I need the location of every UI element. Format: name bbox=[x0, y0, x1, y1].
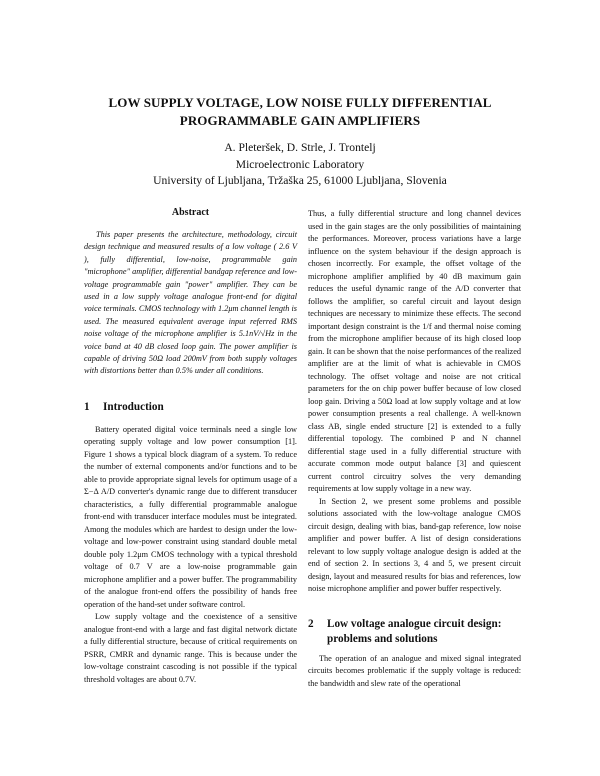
section-title: Low voltage analogue circuit design: problems and solutions bbox=[327, 617, 502, 645]
paper-title bbox=[60, 94, 540, 130]
abstract-heading: Abstract bbox=[171, 207, 210, 218]
section-title: Introduction bbox=[103, 400, 164, 413]
section-heading bbox=[84, 400, 297, 415]
author-block bbox=[40, 140, 560, 190]
paragraph: Battery operated digital voice terminals need a single low operating supply voltage and low power consumption [1]. Figure 1 shows a typical block diagram of a system. To reduce the number of external components and/or functions and to be able to provide appropriate signal levels for optimum usage of a Σ−Δ A/D converter's dynamic range due to different transducer characteristics, a fully differential programmable analogue front-end with transducer interface modules must be integrated. Among the modules which are hardest to design under the low-voltage and low-power constraint using standard double metal double poly 1.2μm CMOS technology with a typical threshold voltage of 0.7 V are a low-noise programmable gain microphone amplifier and a power buffer. The programmability of the analogue front-end offers the possibility of hands free operation of the hand-set under software control. bbox=[84, 424, 297, 609]
section-introduction bbox=[84, 400, 297, 687]
author-names: A. Pleteršek, D. Strle, J. Trontelj bbox=[224, 141, 376, 154]
abstract-text: This paper presents the architecture, methodology, circuit design technique and measured results of a low voltage ( 2.6 V ), fully differential, low-noise, programmable gain "microphone" amplifier, differential bandgap reference and low-voltage programmable gain "power" amplifier. They can be used in a low supply voltage analogue front-end for digital voice terminals. CMOS technology with 1.2μm channel length is used. The measured equivalent average input referred RMS noise voltage of the microphone amplifier is 5.1nV/√Hz in the voice band at 40 dB closed loop gain. The power amplifier is capable of driving 50Ω load 200mV from both supply voltages with distortions better than 0.5% under all conditions. bbox=[84, 230, 297, 376]
section-low-voltage-design bbox=[308, 617, 521, 691]
paragraph: In Section 2, we present some problems and possible solutions associated with the low-voltage analogue CMOS circuit design, dealing with bias, band-gap reference, low noise amplifier and power buffer. A list of design considerations relevant to low supply voltage analogue design is added at the end of section 2. In sections 3, 4 and 5, we present circuit design, layout and measured results for bias and references, low noise microphone amplifier and power buffer respectively. bbox=[308, 496, 521, 593]
paragraph: The operation of an analogue and mixed signal integrated circuits becomes problematic if the supply voltage is reduced: the bandwidth and slew rate of the operational bbox=[308, 653, 521, 688]
right-column bbox=[308, 208, 521, 690]
paragraph: Thus, a fully differential structure and long channel devices used in the gain stages are the only possibilities of maintaining the performances. Moreover, process variations have a large influence on the system behaviour if the design approach is chosen incorrectly. For example, the offset voltage of the microphone amplifier amplified by 40 dB maximum gain reduces the useful dynamic range of the A/D converter that follows the amplifier, so careful circuit and layout design techniques are necessary to minimize these effects. The second important design constraint is the 1/f and thermal noise coming from the microphone amplifier because of its high closed loop gain. It can be shown that the noise performances of the realized amplifier are at the limit of what is achievable in CMOS technology. The offset voltage and noise are not critical parameters for the on chip power buffer because of low closed loop gain. Driving a 50Ω load at low supply voltage and at low power consumption presents a real challenge. A well-known class AB, single ended structure [2] is extended to a fully differential topology. The combined P and N channel differential stage used in a fully differential structure with accurate common mode output balance [3] and quiescent current control circuitry solves the very demanding requirements at low supply voltage in a new way. bbox=[308, 209, 521, 493]
section-number: 1 bbox=[84, 400, 90, 413]
author-affiliation: University of Ljubljana, Tržaška 25, 61000 Ljubljana, Slovenia bbox=[153, 174, 447, 187]
paragraph: Low supply voltage and the coexistence of a sensitive analogue front-end with a large and fast digital network dictate a fully differential structure, because of critical requirements on PSRR, CMRR and dynamic range. This is because under the low-voltage constraint cascoding is not possible if the typical threshold voltages are about 0.7V. bbox=[84, 612, 297, 684]
title-line-1: LOW SUPPLY VOLTAGE, LOW NOISE FULLY DIFFERENTIAL bbox=[108, 95, 492, 110]
section-number: 2 bbox=[308, 617, 314, 630]
author-lab: Microelectronic Laboratory bbox=[235, 157, 365, 171]
title-line-2: PROGRAMMABLE GAIN AMPLIFIERS bbox=[179, 113, 421, 128]
section-heading bbox=[308, 617, 521, 647]
left-column bbox=[84, 207, 297, 686]
